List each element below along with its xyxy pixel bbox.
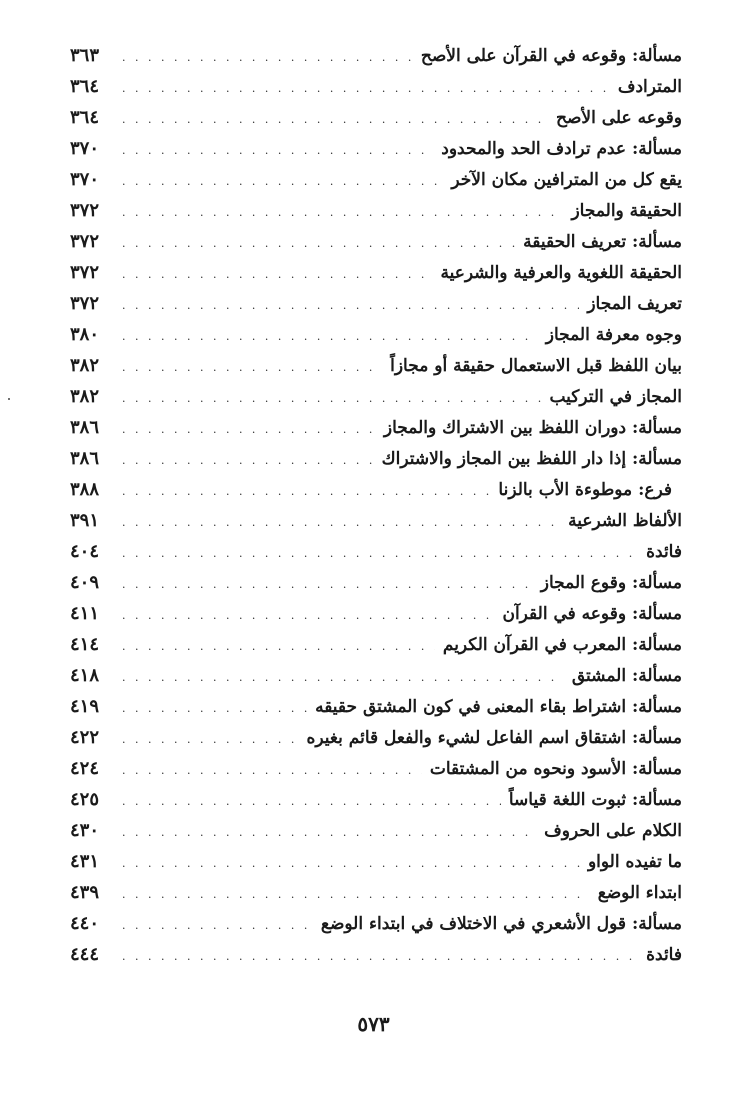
toc-entry-title: يقع كل من المترافين مكان الآخر [451,170,682,190]
toc-entry-title: مسألة: وقوع المجاز [540,573,682,593]
dot-leader [122,166,443,197]
toc-entry-page-number: ٤١٤ [70,634,100,655]
toc-entry-page-number: ٣٨٠ [70,324,100,345]
toc-entry-page-number: ٣٩١ [70,510,100,531]
toc-entry-page-number: ٣٧٢ [70,200,100,221]
toc-entry-page-number: ٣٧٢ [70,262,100,283]
dot-leader [122,228,515,259]
toc-entry-title: مسألة: عدم ترادف الحد والمحدود [441,139,682,159]
dot-leader [122,662,564,693]
toc-entry-page-number: ٣٨٦ [70,448,100,469]
toc-entry [70,226,682,257]
toc-entry-title: مسألة: تعريف الحقيقة [523,232,682,252]
toc-entry-page-number: ٣٨٢ [70,355,100,376]
dot-leader [122,383,541,414]
dot-leader [122,352,382,383]
toc-entry-title: مسألة: المشتق [571,666,682,686]
dot-leader [122,600,494,631]
toc-entry [70,71,682,102]
dot-leader [122,290,579,321]
toc-entry-title: مسألة: وقوعه في القرآن [502,604,682,624]
toc-entry [70,722,682,753]
toc-entry [70,753,682,784]
toc-entry [70,567,682,598]
toc-entry-page-number: ٤٠٤ [70,541,100,562]
dot-leader [122,910,313,941]
toc-entry-page-number: ٤٠٩ [70,572,100,593]
dot-leader [122,476,490,507]
toc-entry [70,505,682,536]
toc-entry-page-number: ٤١٩ [70,696,100,717]
toc-entry-page-number: ٣٧٢ [70,231,100,252]
dot-leader [122,445,374,476]
toc-entry [70,257,682,288]
toc-entry [70,40,682,71]
toc-entry [70,536,682,567]
page-number-footer: ٥٧٣ [357,1012,390,1036]
toc-entry-title: وجوه معرفة المجاز [545,325,682,345]
toc-entry-page-number: ٤٣٠ [70,820,100,841]
toc-entry-title: مسألة: ثبوت اللغة قياساً [508,790,682,810]
toc-entry [70,660,682,691]
toc-entry-title: مسألة: وقوعه في القرآن على الأصح [420,46,682,66]
dot-leader [122,755,422,786]
toc-entry-page-number: ٣٨٦ [70,417,100,438]
toc-entry-title: فائدة [646,542,682,562]
dot-leader [122,817,536,848]
toc-entry-page-number: ٤٣١ [70,851,100,872]
toc-entry-title: مسألة: اشتراط بقاء المعنى في كون المشتق حقيقه [315,697,682,717]
dot-leader [122,941,638,972]
dot-leader [122,693,307,724]
toc-entry [70,288,682,319]
toc-entry-title: مسألة: المعرب في القرآن الكريم [442,635,682,655]
toc-entry-page-number: ٤٣٩ [70,882,100,903]
dot-leader [122,724,299,755]
toc-entry [70,784,682,815]
toc-entry-title: مسألة: قول الأشعري في الاختلاف في ابتداء الوضع [320,914,682,934]
dot-leader [122,73,610,104]
dot-leader [122,507,560,538]
toc-entry [70,443,682,474]
toc-entry-page-number: ٣٨٢ [70,386,100,407]
toc-entry-title: ما تفيده الواو [587,852,682,872]
toc-entry-page-number: ٤٢٤ [70,758,100,779]
toc-entry-page-number: ٤١٨ [70,665,100,686]
toc-entry [70,102,682,133]
toc-entry [70,877,682,908]
toc-entry [70,598,682,629]
dot-leader [122,321,538,352]
toc-entry-page-number: ٤٢٢ [70,727,100,748]
dot-leader [122,197,563,228]
dot-leader [122,135,433,166]
toc-entry-page-number: ٤٤٠ [70,913,100,934]
table-of-contents [70,40,682,970]
toc-entry [70,195,682,226]
toc-entry-title: فائدة [646,945,682,965]
toc-entry [70,691,682,722]
toc-entry-page-number: ٣٦٤ [70,107,100,128]
margin-speck [8,398,10,400]
toc-entry-title: فرع: موطوءة الأب بالزنا [498,480,672,500]
toc-entry-page-number: ٣٦٤ [70,76,100,97]
toc-entry [70,815,682,846]
dot-leader [122,538,638,569]
toc-entry-title: المترادف [617,77,682,97]
dot-leader [122,42,413,73]
toc-entry-page-number: ٣٨٨ [70,479,100,500]
toc-entry-title: وقوعه على الأصح [556,108,682,128]
toc-entry-title: مسألة: اشتقاق اسم الفاعل لشيء والفعل قائم بغيره [306,728,682,748]
toc-entry-title: مسألة: الأسود ونحوه من المشتقات [429,759,682,779]
toc-entry [70,319,682,350]
toc-entry-title: الألفاظ الشرعية [568,511,682,531]
toc-entry-page-number: ٣٦٣ [70,45,100,66]
toc-entry-title: تعريف المجاز [587,294,682,314]
dot-leader [122,414,376,445]
toc-entry [70,939,682,970]
dot-leader [122,569,533,600]
toc-entry [70,846,682,877]
toc-entry [70,381,682,412]
toc-entry-page-number: ٤٢٥ [70,789,100,810]
toc-entry-title: ابتداء الوضع [597,883,682,903]
toc-entry [70,133,682,164]
toc-entry-page-number: ٣٧٠ [70,169,100,190]
toc-entry-title: مسألة: دوران اللفظ بين الاشتراك والمجاز [383,418,682,438]
toc-entry-title: الكلام على الحروف [544,821,682,841]
dot-leader [122,631,435,662]
toc-entry-page-number: ٤١١ [70,603,100,624]
toc-entry-title: المجاز في التركيب [549,387,682,407]
toc-entry [70,908,682,939]
toc-entry-title: الحقيقة اللغوية والعرفية والشرعية [440,263,682,283]
toc-entry-title: الحقيقة والمجاز [571,201,682,221]
toc-entry [70,474,682,505]
dot-leader [122,259,432,290]
toc-entry [70,412,682,443]
toc-entry-title: بيان اللفظ قبل الاستعمال حقيقة أو مجازاً [390,356,682,376]
toc-entry-page-number: ٣٧٠ [70,138,100,159]
toc-entry [70,350,682,381]
toc-entry-title: مسألة: إذا دار اللفظ بين المجاز والاشتراك [381,449,682,469]
dot-leader [122,848,580,879]
toc-entry [70,629,682,660]
toc-entry-page-number: ٣٧٢ [70,293,100,314]
toc-entry-page-number: ٤٤٤ [70,944,100,965]
toc-entry [70,164,682,195]
dot-leader [122,879,590,910]
dot-leader [122,786,501,817]
dot-leader [122,104,548,135]
